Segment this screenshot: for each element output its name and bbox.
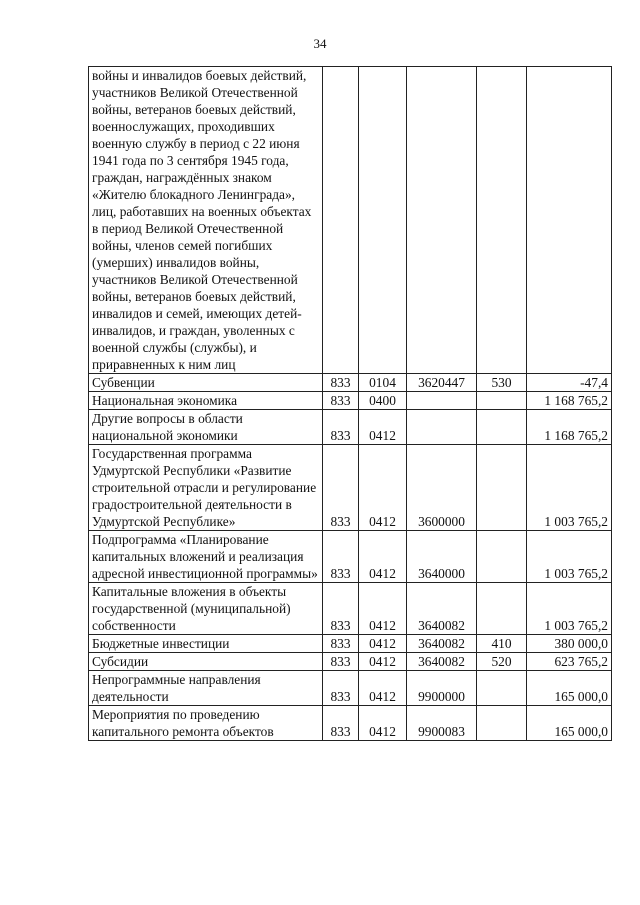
- table-row: [89, 410, 612, 445]
- row-ministry: 833: [323, 410, 359, 445]
- row-ministry: 833: [323, 635, 359, 653]
- row-vr: 530: [477, 374, 527, 392]
- row-vr: [477, 531, 527, 583]
- row-target: [407, 392, 477, 410]
- row-section: 0412: [359, 635, 407, 653]
- row-vr: [477, 410, 527, 445]
- table-row: [89, 374, 612, 392]
- row-name: Непрограммные направления деятельности: [89, 671, 323, 706]
- row-target: 9900000: [407, 671, 477, 706]
- row-name: Субсидии: [89, 653, 323, 671]
- row-name: Подпрограмма «Планирование капитальных вложений и реализация адресной инвестиционной программы»: [89, 531, 323, 583]
- row-name: Капитальные вложения в объекты государственной (муниципальной) собственности: [89, 583, 323, 635]
- row-target: 9900083: [407, 706, 477, 741]
- row-section: 0412: [359, 706, 407, 741]
- row-section: 0412: [359, 671, 407, 706]
- row-ministry: 833: [323, 706, 359, 741]
- row-amount: 165 000,0: [527, 671, 612, 706]
- row-section: 0412: [359, 445, 407, 531]
- table-row: [89, 67, 612, 374]
- row-section: 0104: [359, 374, 407, 392]
- row-target: 3640082: [407, 635, 477, 653]
- row-amount: 1 003 765,2: [527, 445, 612, 531]
- row-amount: 1 168 765,2: [527, 410, 612, 445]
- row-name: Государственная программа Удмуртской Республики «Развитие строительной отрасли и регулирование градостроительной деятельности в Удмуртской Республике»: [89, 445, 323, 531]
- row-name: Другие вопросы в области национальной экономики: [89, 410, 323, 445]
- row-name: Субвенции: [89, 374, 323, 392]
- row-amount: 380 000,0: [527, 635, 612, 653]
- row-section: 0412: [359, 410, 407, 445]
- row-section: [359, 67, 407, 374]
- table-row: [89, 392, 612, 410]
- table-row: [89, 583, 612, 635]
- row-amount: -47,4: [527, 374, 612, 392]
- row-target: 3640082: [407, 583, 477, 635]
- row-amount: 165 000,0: [527, 706, 612, 741]
- row-name: Мероприятия по проведению капитального ремонта объектов: [89, 706, 323, 741]
- page-number: 34: [313, 36, 327, 51]
- row-vr: [477, 392, 527, 410]
- row-target: 3640000: [407, 531, 477, 583]
- row-vr: [477, 671, 527, 706]
- row-target: 3600000: [407, 445, 477, 531]
- row-ministry: [323, 67, 359, 374]
- table-row: [89, 445, 612, 531]
- row-target: [407, 410, 477, 445]
- row-amount: 1 003 765,2: [527, 531, 612, 583]
- row-vr: [477, 706, 527, 741]
- row-ministry: 833: [323, 445, 359, 531]
- row-section: 0412: [359, 583, 407, 635]
- table-row: [89, 653, 612, 671]
- row-vr: [477, 445, 527, 531]
- row-amount: 623 765,2: [527, 653, 612, 671]
- row-section: 0412: [359, 531, 407, 583]
- table-row: [89, 671, 612, 706]
- row-vr: 520: [477, 653, 527, 671]
- row-vr: [477, 583, 527, 635]
- budget-table: [88, 66, 612, 741]
- row-section: 0412: [359, 653, 407, 671]
- row-name: войны и инвалидов боевых действий, участников Великой Отечественной войны, ветеранов боевых действий, военнослужащих, проходивших военную службу в период с 22 июня 1941 года по 3 сентября 1945 года, граждан, награждённых знаком «Жителю блокадного Ленинграда», лиц, работавших на военных объектах в период Великой Отечественной войны, членов семей погибших (умерших) инвалидов войны, участников Великой Отечественной войны, ветеранов боевых действий, инвалидов и семей, имеющих детей-инвалидов, и граждан, уволенных с военной службы (службы), и приравненных к ним лиц: [89, 67, 323, 374]
- row-name: Бюджетные инвестиции: [89, 635, 323, 653]
- row-name: Национальная экономика: [89, 392, 323, 410]
- row-target: 3620447: [407, 374, 477, 392]
- row-ministry: 833: [323, 374, 359, 392]
- row-vr: [477, 67, 527, 374]
- row-amount: 1 003 765,2: [527, 583, 612, 635]
- row-vr: 410: [477, 635, 527, 653]
- row-section: 0400: [359, 392, 407, 410]
- row-target: 3640082: [407, 653, 477, 671]
- table-row: [89, 635, 612, 653]
- table-row: [89, 531, 612, 583]
- row-ministry: 833: [323, 653, 359, 671]
- table-row: [89, 706, 612, 741]
- row-ministry: 833: [323, 583, 359, 635]
- row-target: [407, 67, 477, 374]
- row-ministry: 833: [323, 671, 359, 706]
- row-ministry: 833: [323, 392, 359, 410]
- row-ministry: 833: [323, 531, 359, 583]
- row-amount: 1 168 765,2: [527, 392, 612, 410]
- row-amount: [527, 67, 612, 374]
